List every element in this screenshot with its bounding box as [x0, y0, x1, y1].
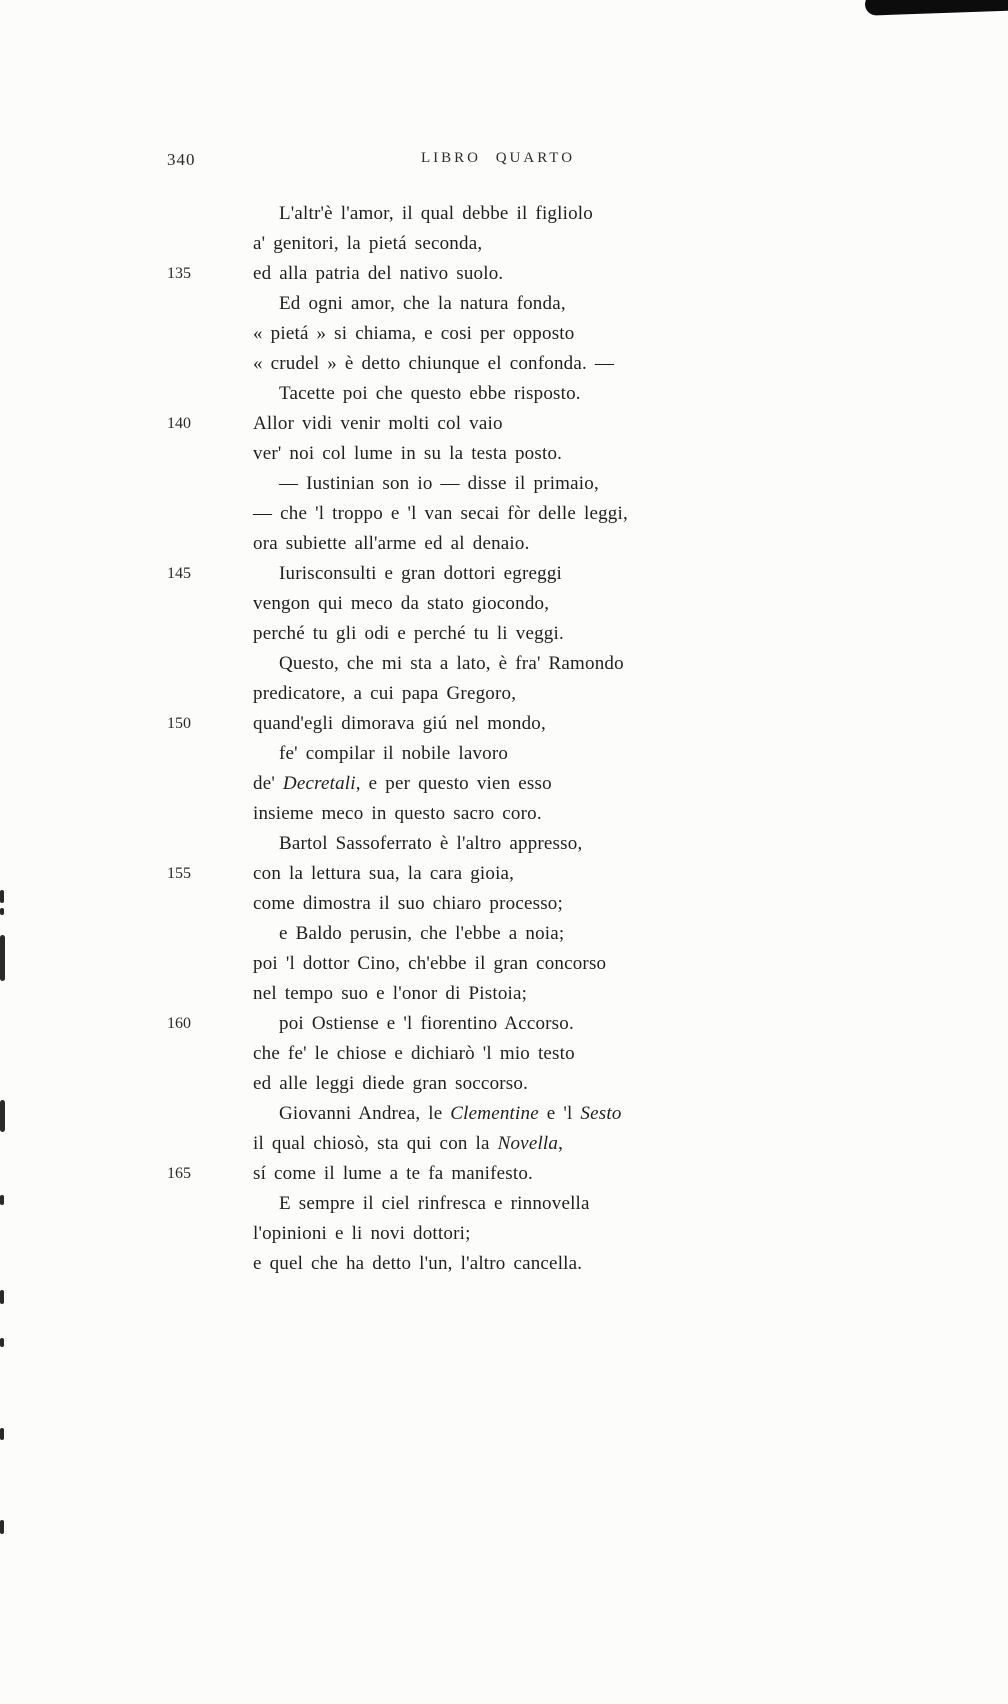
poem-line: [167, 709, 827, 739]
line-text: con la lettura sua, la cara gioia,: [253, 863, 515, 884]
line-number: [167, 679, 253, 709]
poem-line: [167, 289, 827, 319]
line-number: [167, 739, 253, 769]
line-number: 140: [167, 415, 191, 432]
line-number: [167, 979, 253, 1009]
poem-line: [167, 1099, 827, 1129]
line-number: 165: [167, 1165, 191, 1182]
line-text: E sempre il ciel rinfresca e rinnovella: [279, 1193, 590, 1214]
line-number: [167, 379, 253, 409]
line-text: « pietá » si chiama, e cosi per opposto: [253, 323, 575, 344]
line-text: Bartol Sassoferrato è l'altro appresso,: [279, 833, 583, 854]
line-text: nel tempo suo e l'onor di Pistoia;: [253, 983, 528, 1004]
poem-line: [167, 349, 827, 379]
line-text: e quel che ha detto l'un, l'altro cancella.: [253, 1253, 583, 1274]
poem-line: [167, 979, 827, 1009]
poem-line: [167, 1039, 827, 1069]
line-text: « crudel » è detto chiunque el confonda. —: [253, 353, 615, 374]
scan-mark: [0, 1428, 4, 1440]
poem-line: [167, 919, 827, 949]
poem-line: [167, 1219, 827, 1249]
line-number: [167, 1039, 253, 1069]
line-number: [167, 949, 253, 979]
line-text: poi Ostiense e 'l fiorentino Accorso.: [279, 1013, 574, 1034]
running-header: [0, 148, 1008, 172]
poem-line: [167, 229, 827, 259]
line-text: che fe' le chiose e dichiarò 'l mio testo: [253, 1043, 575, 1064]
poem-line: [167, 589, 827, 619]
scan-mark: [0, 1338, 4, 1347]
poem-line: [167, 259, 827, 289]
poem-line: [167, 769, 827, 799]
line-number: [167, 769, 253, 799]
poem-line: [167, 319, 827, 349]
line-number: [167, 319, 253, 349]
line-number: 155: [167, 865, 191, 882]
line-number: [167, 799, 253, 829]
line-text: come dimostra il suo chiaro processo;: [253, 893, 563, 914]
scan-mark: [0, 935, 5, 981]
poem-line: [167, 379, 827, 409]
poem-line: [167, 799, 827, 829]
line-number: 150: [167, 715, 191, 732]
line-text: ver' noi col lume in su la testa posto.: [253, 443, 563, 464]
poem-line: [167, 739, 827, 769]
ink-smudge: [865, 0, 1008, 16]
line-text: perché tu gli odi e perché tu li veggi.: [253, 623, 564, 644]
running-header-title: LIBRO QUARTO: [420, 150, 576, 166]
poem-line: [167, 619, 827, 649]
line-number: [167, 1069, 253, 1099]
line-number: [167, 649, 253, 679]
line-text: de' Decretali, e per questo vien esso: [253, 773, 552, 794]
line-text: e Baldo perusin, che l'ebbe a noia;: [279, 923, 565, 944]
line-text: Giovanni Andrea, le Clementine e 'l Sesto: [279, 1103, 622, 1124]
line-number: [167, 439, 253, 469]
scan-mark: [0, 1520, 4, 1534]
poem-line: [167, 559, 827, 589]
line-number: [167, 1219, 253, 1249]
poem-line: [167, 649, 827, 679]
poem-line: [167, 859, 827, 889]
line-number: [167, 889, 253, 919]
line-number: [167, 1249, 253, 1279]
line-text: il qual chiosò, sta qui con la Novella,: [253, 1133, 564, 1154]
line-text: ed alle leggi diede gran soccorso.: [253, 1073, 529, 1094]
poem-line: [167, 1189, 827, 1219]
scan-mark: [0, 1100, 5, 1132]
poem-line: [167, 1159, 827, 1189]
line-text: poi 'l dottor Cino, ch'ebbe il gran concorso: [253, 953, 607, 974]
poem-line: [167, 499, 827, 529]
line-text: — Iustinian son io — disse il primaio,: [279, 473, 599, 494]
scan-mark: [0, 1195, 4, 1205]
poem-line: [167, 409, 827, 439]
poem-line: [167, 829, 827, 859]
line-number: [167, 469, 253, 499]
poem-line: [167, 1249, 827, 1279]
line-text: ora subiette all'arme ed al denaio.: [253, 533, 530, 554]
line-text: fe' compilar il nobile lavoro: [279, 743, 509, 764]
line-number: [167, 529, 253, 559]
poem-line: [167, 949, 827, 979]
line-number: [167, 1129, 253, 1159]
line-number: [167, 229, 253, 259]
line-number: [167, 199, 253, 229]
scan-mark: [0, 890, 4, 903]
poem-line: [167, 1129, 827, 1159]
poem-line: [167, 889, 827, 919]
line-number: [167, 1189, 253, 1219]
line-text: insieme meco in questo sacro coro.: [253, 803, 542, 824]
poem: [167, 199, 827, 1279]
poem-line: [167, 679, 827, 709]
poem-line: [167, 469, 827, 499]
line-number: [167, 1099, 253, 1129]
line-number: [167, 499, 253, 529]
line-text: ed alla patria del nativo suolo.: [253, 263, 504, 284]
line-number: 145: [167, 565, 191, 582]
line-text: vengon qui meco da stato giocondo,: [253, 593, 550, 614]
line-text: quand'egli dimorava giú nel mondo,: [253, 713, 546, 734]
line-number: [167, 289, 253, 319]
scan-mark: [0, 1290, 4, 1304]
line-text: Questo, che mi sta a lato, è fra' Ramondo: [279, 653, 624, 674]
poem-line: [167, 199, 827, 229]
line-text: Allor vidi venir molti col vaio: [253, 413, 503, 434]
line-number: [167, 829, 253, 859]
line-text: sí come il lume a te fa manifesto.: [253, 1163, 533, 1184]
scan-mark: [0, 908, 4, 915]
page-number: 340: [167, 150, 196, 169]
poem-line: [167, 1009, 827, 1039]
line-text: l'opinioni e li novi dottori;: [253, 1223, 471, 1244]
line-text: predicatore, a cui papa Gregoro,: [253, 683, 517, 704]
poem-line: [167, 439, 827, 469]
line-text: a' genitori, la pietá seconda,: [253, 233, 483, 254]
poem-line: [167, 529, 827, 559]
line-text: Tacette poi che questo ebbe risposto.: [279, 383, 581, 404]
line-number: [167, 349, 253, 379]
poem-line: [167, 1069, 827, 1099]
line-text: Ed ogni amor, che la natura fonda,: [279, 293, 566, 314]
line-number: [167, 619, 253, 649]
line-text: — che 'l troppo e 'l van secai fòr delle leggi,: [253, 503, 628, 524]
line-text: L'altr'è l'amor, il qual debbe il figliolo: [279, 203, 593, 224]
line-number: 135: [167, 265, 191, 282]
line-number: [167, 589, 253, 619]
line-text: Iurisconsulti e gran dottori egreggi: [279, 563, 563, 584]
line-number: [167, 919, 253, 949]
line-number: 160: [167, 1015, 191, 1032]
